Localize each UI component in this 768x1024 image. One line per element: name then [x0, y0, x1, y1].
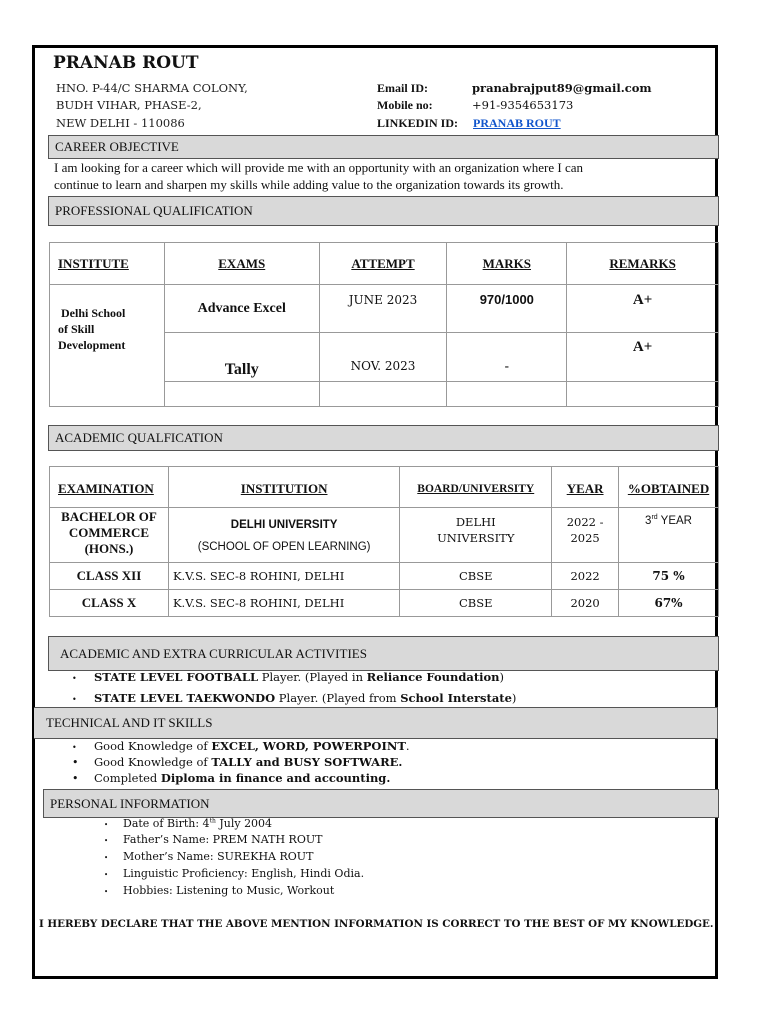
- declaration: I HEREBY DECLARE THAT THE ABOVE MENTION INFORMATION IS CORRECT TO THE BEST OF MY KNOWLEDGE.: [39, 918, 714, 930]
- activity-item-text: ): [511, 691, 517, 705]
- personal-item: [104, 867, 364, 880]
- skill-item-bold: EXCEL, WORD, POWERPOINT: [211, 739, 406, 753]
- institute-line-2: of Skill: [58, 322, 95, 336]
- bullet-icon: •: [72, 756, 79, 769]
- board-class-x: CBSE: [400, 590, 552, 617]
- address-line-2: BUDH VIHAR, PHASE-2,: [56, 98, 202, 112]
- col-header-exams: EXAMS: [164, 243, 319, 285]
- exam-tally: Tally: [164, 333, 319, 382]
- activity-item-text: Player. (Played from: [275, 691, 401, 705]
- board-du-line-1: DELHI: [455, 515, 496, 529]
- institute-line-3: Development: [58, 338, 126, 352]
- dob-text: Date of Birth: 4: [123, 817, 210, 830]
- institute-line-1: Delhi School: [61, 306, 126, 320]
- empty-cell: [164, 382, 319, 407]
- empty-cell: [567, 382, 719, 407]
- skill-item: [72, 755, 402, 769]
- bullet-icon: •: [104, 837, 109, 845]
- institution-du-name: DELHI UNIVERSITY: [230, 519, 338, 531]
- skill-item-bold: Diploma in finance and accounting.: [160, 771, 391, 785]
- skill-item: [72, 771, 390, 785]
- obtained-bcom: [619, 508, 719, 563]
- activity-item-text: Player. (Played in: [258, 670, 367, 684]
- year-bcom-line-1: 2022 -: [566, 515, 604, 529]
- mobile-value: +91-9354653173: [472, 98, 574, 112]
- col-header-examination: EXAMINATION: [50, 467, 169, 508]
- career-objective-heading: CAREER OBJECTIVE: [48, 135, 719, 159]
- linkedin-label: LINKEDIN ID:: [377, 116, 459, 130]
- skill-item-text: Good Knowledge of: [94, 755, 212, 769]
- empty-cell: [447, 382, 567, 407]
- personal-item: [104, 850, 313, 863]
- year-bcom-line-2: 2025: [570, 531, 600, 545]
- col-header-board: BOARD/UNIVERSITY: [400, 467, 552, 508]
- col-header-marks: MARKS: [447, 243, 567, 285]
- remarks-tally: A+: [567, 333, 719, 382]
- attempt-nov-2023: NOV. 2023: [319, 333, 447, 382]
- professional-qualification-table: [49, 242, 719, 407]
- candidate-name: PRANAB ROUT: [53, 53, 199, 73]
- address-line-1: HNO. P-44/C SHARMA COLONY,: [56, 81, 248, 95]
- attempt-june-2023: JUNE 2023: [319, 285, 447, 333]
- skill-item-text: Good Knowledge of: [94, 739, 212, 753]
- personal-item-dob: [104, 817, 272, 830]
- exam-class-x: CLASS X: [50, 590, 169, 617]
- personal-item-text: Hobbies: Listening to Music, Workout: [123, 884, 335, 897]
- activity-item-bold: STATE LEVEL FOOTBALL: [94, 670, 259, 684]
- bullet-icon: •: [104, 821, 109, 829]
- year-class-x: 2020: [552, 590, 619, 617]
- col-header-attempt: ATTEMPT: [319, 243, 447, 285]
- col-header-obtained: %OBTAINED: [619, 467, 719, 508]
- bullet-icon: •: [72, 695, 77, 704]
- marks-advance-excel: 970/1000: [447, 285, 567, 333]
- skill-item-text: .: [405, 739, 410, 753]
- institute-cell: [50, 285, 165, 407]
- remarks-advance-excel: A+: [567, 285, 719, 333]
- activity-item: [72, 670, 504, 684]
- institution-class-x: K.V.S. SEC-8 ROHINI, DELHI: [168, 590, 399, 617]
- obtained-class-xii: 75 %: [619, 563, 719, 590]
- exam-bcom-line-1: BACHELOR OF: [61, 509, 157, 524]
- activity-item-bold: STATE LEVEL TAEKWONDO: [94, 691, 276, 705]
- obtained-bcom-sup: rd: [651, 514, 658, 521]
- email-label: Email ID:: [377, 81, 428, 95]
- personal-item: [104, 833, 322, 846]
- obtained-bcom-rest: YEAR: [657, 514, 692, 527]
- dob-sup: th: [209, 817, 216, 825]
- mobile-label: Mobile no:: [377, 98, 433, 112]
- exam-class-xii: CLASS XII: [50, 563, 169, 590]
- institution-du: [168, 508, 399, 563]
- exam-bcom: [50, 508, 169, 563]
- year-class-xii: 2022: [552, 563, 619, 590]
- bullet-icon: •: [104, 871, 109, 879]
- personal-info-heading: PERSONAL INFORMATION: [43, 789, 719, 818]
- personal-item: [104, 884, 334, 897]
- activity-item-bold: School Interstate: [400, 691, 512, 705]
- obtained-bcom-num: 3: [645, 514, 652, 527]
- personal-item-text: Mother’s Name: SUREKHA ROUT: [123, 850, 314, 863]
- dob-text: July 2004: [215, 817, 273, 830]
- technical-skills-heading: TECHNICAL AND IT SKILLS: [34, 707, 718, 739]
- skill-item-bold: TALLY and BUSY SOFTWARE.: [211, 755, 403, 769]
- obtained-class-x: 67%: [619, 590, 719, 617]
- career-objective-line-1: I am looking for a career which will provide me with an opportunity with an organization where I can: [54, 160, 583, 175]
- bullet-icon: •: [104, 888, 109, 896]
- skill-item-text: Completed: [94, 771, 161, 785]
- bullet-icon: •: [72, 743, 77, 752]
- board-du-line-2: UNIVERSITY: [437, 531, 515, 545]
- exam-bcom-line-2: COMMERCE: [68, 525, 150, 540]
- institution-class-xii: K.V.S. SEC-8 ROHINI, DELHI: [168, 563, 399, 590]
- email-value: pranabrajput89@gmail.com: [472, 81, 652, 95]
- personal-item-text: Father’s Name: PREM NATH ROUT: [123, 833, 323, 846]
- address-line-3: NEW DELHI - 110086: [56, 116, 185, 130]
- col-header-year: YEAR: [552, 467, 619, 508]
- col-header-institute: INSTITUTE: [50, 243, 165, 285]
- career-objective-line-2: continue to learn and sharpen my skills while adding value to the organization towards its growth.: [54, 177, 564, 192]
- activity-item-bold: Reliance Foundation: [366, 670, 500, 684]
- bullet-icon: •: [72, 772, 79, 785]
- col-header-institution: INSTITUTION: [168, 467, 399, 508]
- board-class-xii: CBSE: [400, 563, 552, 590]
- activity-item: [72, 691, 516, 705]
- board-du: [400, 508, 552, 563]
- bullet-icon: •: [104, 854, 109, 862]
- personal-item-text: Linguistic Proficiency: English, Hindi Odia.: [123, 867, 365, 880]
- professional-qualification-heading: PROFESSIONAL QUALIFICATION: [48, 196, 719, 226]
- academic-qualification-table: [49, 466, 719, 617]
- exam-advance-excel: Advance Excel: [164, 285, 319, 333]
- activities-heading: ACADEMIC AND EXTRA CURRICULAR ACTIVITIES: [48, 636, 719, 671]
- empty-cell: [319, 382, 447, 407]
- activity-item-text: ): [499, 670, 505, 684]
- exam-bcom-line-3: (HONS.): [84, 541, 134, 556]
- skill-item: [72, 739, 410, 753]
- academic-qualification-heading: ACADEMIC QUALFICATION: [48, 425, 719, 451]
- linkedin-link[interactable]: PRANAB ROUT: [473, 116, 561, 130]
- year-bcom: [552, 508, 619, 563]
- bullet-icon: •: [72, 674, 77, 683]
- marks-tally: -: [447, 333, 567, 382]
- institution-du-school: (SCHOOL OF OPEN LEARNING): [197, 541, 371, 553]
- col-header-remarks: REMARKS: [567, 243, 719, 285]
